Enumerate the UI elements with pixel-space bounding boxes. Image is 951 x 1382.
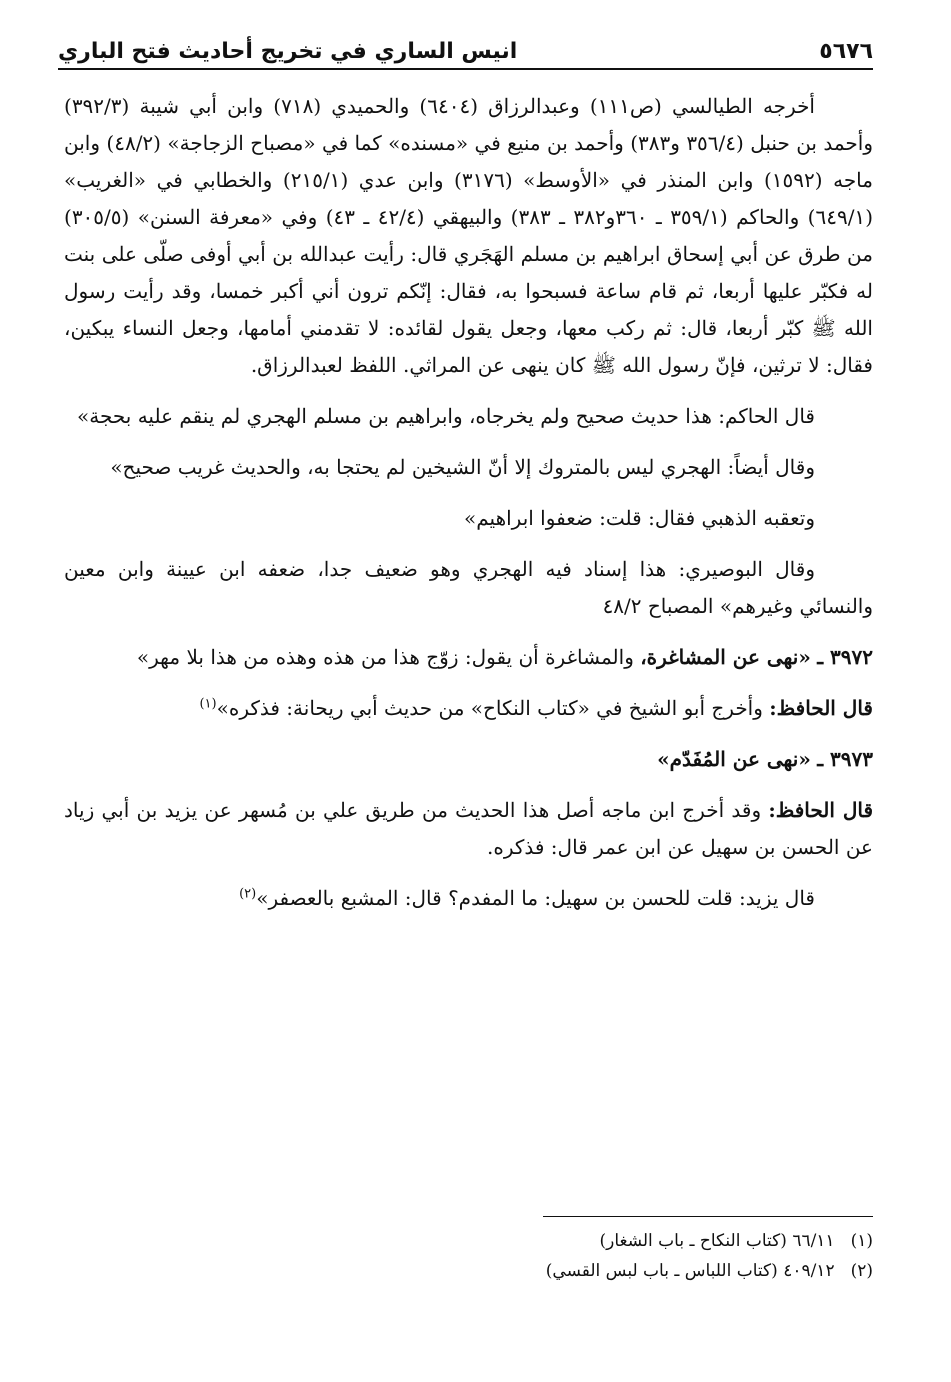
- hakim-statement: قال الحاكم: هذا حديث صحيح ولم يخرجاه، وابراهيم بن مسلم الهجري لم ينقم عليه بحجة»: [77, 404, 815, 428]
- footnotes: [300, 1226, 873, 1286]
- hafiz-comment-3972: [64, 690, 873, 727]
- main-text: [64, 88, 873, 931]
- footnote-text: ٤٠٩/١٢ (كتاب اللباس ـ باب لبس القسي): [545, 1261, 835, 1281]
- hadith-3973: [64, 741, 873, 778]
- page-number: ٥٦٧٦: [819, 38, 873, 64]
- footnote-ref: (٢): [239, 886, 257, 902]
- hafiz-text: وقد أخرج ابن ماجه أصل هذا الحديث من طريق علي بن مُسهر عن يزيد بن أبي زياد عن الحسن بن سهيل عن ابن عمر قال: فذكره.: [64, 798, 873, 859]
- takhrij-paragraph: أخرجه الطيالسي (ص١١١) وعبدالرزاق (٦٤٠٤) والحميدي (٧١٨) وابن أبي شيبة (٣٩٢/٣) وأحمد بن حنبل (٣٥٦/٤ و٣٨٣) وأحمد بن منيع في «مسنده» كما في «مصباح الزجاجة» (٤٨/٢) وابن ماجه (١٥٩٢) وابن المنذر في «الأوسط» (٣١٧٦) وابن عدي (٢١٥/١) والخطابي في «الغريب» (٦٤٩/١) والحاكم (٣٥٩/١ ـ ٣٦٠و٣٨٢ ـ ٣٨٣) والبيهقي (٤٢/٤ ـ ٤٣) وفي «معرفة السنن» (٣٠٥/٥) من طرق عن أبي إسحاق ابراهيم بن مسلم الهَجَري قال: رأيت عبدالله بن أبي أوفى صلّى على بنت له فكبّر عليها أربعا، ثم قام ساعة فسبحوا به، فقال: إنّكم ترون أني أكبر خمسا، وقد رأيت رسول الله ﷺ كبّر أربعا، قال: ثم ركب معها، وجعل يقول لقائده: لا تقدمني أمامها، وجعل النساء يبكين، فقال: لا ترثين، فإنّ رسول الله ﷺ كان ينهى عن المراثي. اللفظ لعبدالرزاق.: [64, 94, 874, 377]
- hafiz-comment-3973: [64, 792, 873, 866]
- yazid-text: قال يزيد: قلت للحسن بن سهيل: ما المفدم؟ قال: المشبع بالعصفر»: [256, 886, 815, 910]
- footnote-item: [300, 1226, 873, 1256]
- hafiz-text: وأخرج أبو الشيخ في «كتاب النكاح» من حديث أبي ريحانة: فذكره»: [216, 696, 763, 720]
- hadith-3972: [64, 639, 873, 676]
- hadith-text: والمشاغرة أن يقول: زوّج هذا من هذه وهذه من هذا بلا مهر»: [136, 645, 634, 669]
- book-title: انيس الساري في تخريج أحاديث فتح الباري: [58, 38, 518, 64]
- footnote-divider: [543, 1216, 873, 1217]
- footnote-item: [300, 1256, 873, 1286]
- footnote-number: (١): [850, 1231, 873, 1251]
- running-header: [58, 34, 873, 70]
- hadith-number: ٣٩٧٣ ـ: [817, 747, 873, 771]
- hadith-title: «نهى عن المشاغرة،: [640, 645, 811, 669]
- dhahabi-statement: وتعقبه الذهبي فقال: قلت: ضعفوا ابراهيم»: [463, 506, 815, 530]
- hafiz-label: قال الحافظ:: [769, 696, 873, 720]
- yazid-statement: [64, 880, 873, 917]
- footnote-text: ٦٦/١١ (كتاب النكاح ـ باب الشغار): [599, 1231, 835, 1251]
- hafiz-label: قال الحافظ:: [768, 798, 874, 822]
- footnote-ref: (١): [199, 696, 217, 712]
- busiri-statement: وقال البوصيري: هذا إسناد فيه الهجري وهو ضعيف جدا، ضعفه ابن عيينة وابن معين والنسائي وغيرهم» المصباح ٤٨/٢: [64, 557, 873, 618]
- hadith-number: ٣٩٧٢ ـ: [817, 645, 873, 669]
- hadith-title: «نهى عن المُفَدّم»: [657, 747, 811, 771]
- footnote-number: (٢): [850, 1261, 873, 1281]
- hakim-second-statement: وقال أيضاً: الهجري ليس بالمتروك إلا أنّ الشيخين لم يحتجا به، والحديث غريب صحيح»: [110, 455, 815, 479]
